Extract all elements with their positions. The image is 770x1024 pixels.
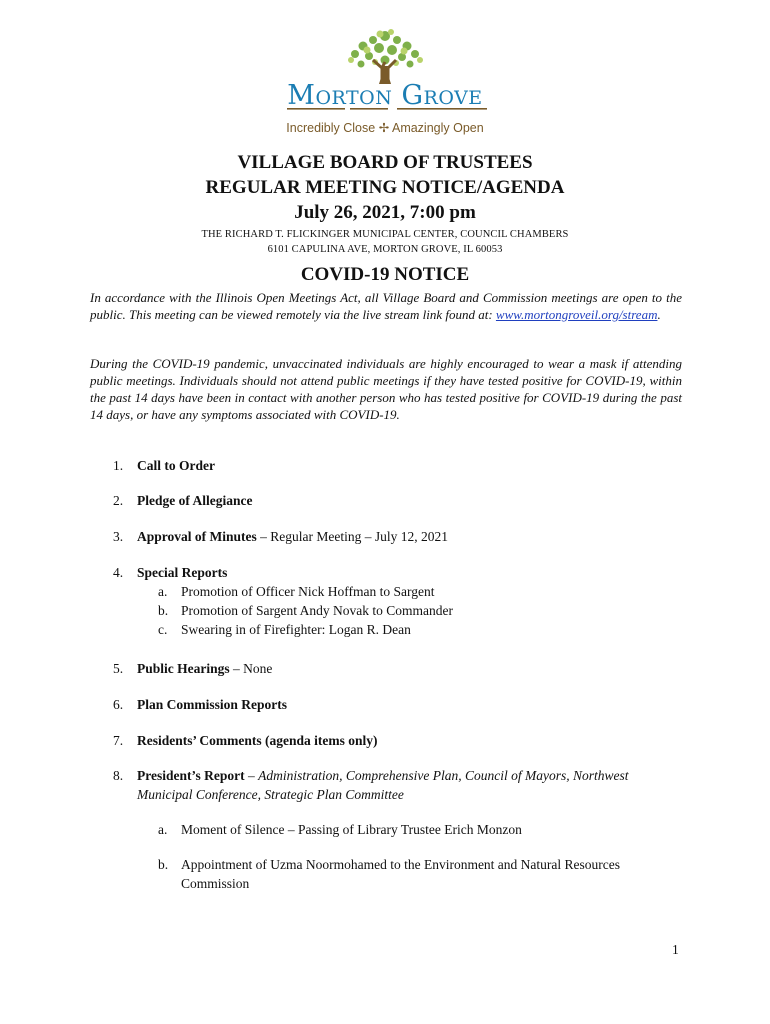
item-title: President’s Report — [137, 768, 245, 783]
logo-wordmark — [265, 80, 505, 111]
sparkle-icon: ✢ — [378, 121, 390, 135]
covid-paragraph-2: During the COVID-19 pandemic, unvaccinated individuals are highly encouraged to wear a mask if attending public meetings. Individuals should not attend public meetings if they have tested positive for COVID-19, within the past 14 days have been in contact with another person who has tested positive for COVID-19 during the past 14 days, or have any symptoms associated with COVID-19. — [90, 356, 682, 422]
page-number: 1 — [672, 942, 679, 957]
item-title: Public Hearings — [137, 661, 230, 676]
item-detail: – Regular Meeting – July 12, 2021 — [256, 529, 448, 544]
subitem-text: Promotion of Sargent Andy Novak to Commander — [181, 603, 453, 618]
item-detail: Administration, Comprehensive Plan, Council of Mayors, Northwest Municipal Conference, Strategic Plan Committee — [137, 768, 629, 802]
document-header — [0, 150, 770, 257]
subitem-text: Appointment of Uzma Noormohamed to the Environment and Natural Resources Commission — [181, 857, 621, 891]
location-line-2: 6101 CAPULINA AVE, MORTON GROVE, IL 60053 — [267, 244, 503, 255]
item-title: Plan Commission Reports — [137, 697, 288, 712]
item-title: Approval of Minutes — [137, 529, 257, 544]
item-number: 2. — [113, 493, 124, 508]
item-title: Pledge of Allegiance — [137, 493, 253, 508]
logo-tagline — [265, 120, 505, 135]
subitem-number: b. — [158, 603, 169, 618]
logo-area — [0, 22, 770, 140]
stream-link[interactable]: www.mortongroveil.org/stream — [495, 307, 658, 322]
item-number: 4. — [113, 565, 124, 580]
tagline-left: Incredibly Close — [286, 121, 376, 135]
subitem-number: b. — [158, 857, 169, 872]
item-number: 6. — [113, 697, 124, 712]
covid-para1-text: In accordance with the Illinois Open Meetings Act, all Village Board and Commission meetings are open to the public. This meeting can be viewed remotely via the live stream link found at: — [90, 290, 682, 322]
item-detail: – None — [229, 661, 273, 676]
subitem-number: a. — [158, 822, 168, 837]
item-number: 8. — [113, 768, 124, 783]
tagline-right: Amazingly Open — [391, 121, 484, 135]
item-number: 1. — [113, 458, 124, 473]
subitem-text: Swearing in of Firefighter: Logan R. Dean — [181, 622, 411, 637]
logo-word-right: Grove — [401, 80, 483, 111]
item-title: Special Reports — [137, 565, 228, 580]
meeting-title: REGULAR MEETING NOTICE/AGENDA — [205, 177, 565, 198]
item-title: Residents’ Comments (agenda items only) — [137, 733, 378, 748]
morton-grove-logo — [265, 22, 505, 140]
item-title: Call to Order — [137, 458, 215, 473]
location-line-1: THE RICHARD T. FLICKINGER MUNICIPAL CENTER, COUNCIL CHAMBERS — [201, 229, 569, 240]
item-number: 7. — [113, 733, 124, 748]
meeting-date: July 26, 2021, 7:00 pm — [294, 202, 476, 223]
subitem-number: c. — [158, 622, 168, 637]
subitem-text: Moment of Silence – Passing of Library Trustee Erich Monzon — [181, 822, 522, 837]
board-title: VILLAGE BOARD OF TRUSTEES — [237, 152, 533, 173]
covid-heading: COVID-19 NOTICE — [300, 264, 470, 285]
item-number: 3. — [113, 529, 124, 544]
subitem-number: a. — [158, 584, 168, 599]
covid-paragraph-1: In accordance with the Illinois Open Meetings Act, all Village Board and Commission meetings are open to the public. This meeting can be viewed remotely via the live stream link found at: www.mortongroveil.org/stream. — [90, 290, 682, 322]
logo-word-left: Morton — [287, 80, 393, 111]
subitem-text: Promotion of Officer Nick Hoffman to Sargent — [181, 584, 435, 599]
item-number: 5. — [113, 661, 124, 676]
